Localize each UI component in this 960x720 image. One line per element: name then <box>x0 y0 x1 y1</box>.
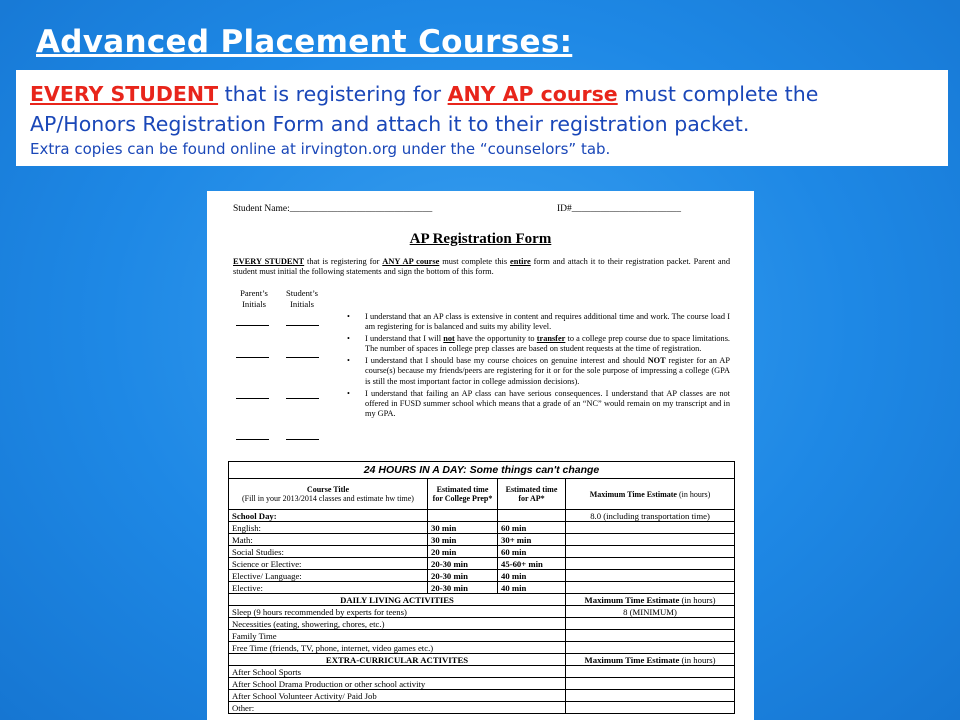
activity-max <box>566 642 735 654</box>
time-estimate-table <box>228 461 735 714</box>
activity-max <box>566 630 735 642</box>
ap-time: 30+ min <box>498 534 566 546</box>
course-name: Social Studies: <box>229 546 428 558</box>
empty-cell <box>428 510 498 522</box>
bullet-icon: • <box>347 312 350 321</box>
table-row <box>229 690 735 702</box>
header-text: Maximum Time Estimate <box>584 654 680 665</box>
students-initials-header: Student’s Initials <box>286 288 318 309</box>
statement-item <box>347 389 730 419</box>
empty-cell <box>566 666 735 678</box>
table-header-row <box>229 479 735 510</box>
parent-initial-blank <box>236 357 269 358</box>
bullet-icon: • <box>347 388 350 398</box>
max-time-header <box>566 654 735 666</box>
statement-text: register for an AP course(s) because my friends/peers are registering for it or for the sole purpose of impressing a college (GPA is still the most important factor in college admission decisions). <box>365 356 730 386</box>
table-row <box>229 666 735 678</box>
statement-text: I understand that I should base my course choices on genuine interest and should <box>365 356 648 366</box>
every-student-emphasis: EVERY STUDENT <box>30 82 219 106</box>
intro-emphasis: EVERY STUDENT <box>233 257 305 266</box>
empty-cell <box>566 546 735 558</box>
empty-cell <box>566 570 735 582</box>
statement-item <box>347 312 730 332</box>
cp-time: 30 min <box>428 522 498 534</box>
cp-time: 20-30 min <box>428 570 498 582</box>
empty-cell <box>566 582 735 594</box>
extracurricular-header: EXTRA-CURRICULAR ACTIVITES <box>229 654 566 666</box>
table-row <box>229 582 735 594</box>
intro-emphasis: entire <box>509 257 531 266</box>
slide-title: Advanced Placement Courses: <box>36 24 573 60</box>
table-row <box>229 618 735 630</box>
table-row <box>229 534 735 546</box>
ap-time: 60 min <box>498 522 566 534</box>
intro-emphasis: ANY AP course <box>382 257 440 266</box>
table-row <box>229 522 735 534</box>
form-intro <box>233 257 730 277</box>
statement-list <box>347 312 730 421</box>
id-field: ID#_______________________ <box>557 204 682 214</box>
table-title: 24 HOURS IN A DAY: Some things can't change <box>229 462 735 479</box>
table-row <box>229 702 735 714</box>
max-time-header <box>566 479 735 510</box>
intro-text: that is registering for <box>304 257 383 266</box>
activity-name: After School Volunteer Activity/ Paid Job <box>229 690 566 702</box>
section-header-row <box>229 654 735 666</box>
cp-time: 20-30 min <box>428 558 498 570</box>
callout-text: that is registering for <box>218 82 448 106</box>
parent-initial-blank <box>236 439 269 440</box>
table-row <box>229 642 735 654</box>
section-header-row <box>229 594 735 606</box>
course-name: Science or Elective: <box>229 558 428 570</box>
empty-cell <box>566 690 735 702</box>
parent-initial-blank <box>236 325 269 326</box>
intro-text: must complete this <box>439 257 510 266</box>
table-row <box>229 558 735 570</box>
form-title: AP Registration Form <box>409 231 552 247</box>
activity-name: Necessities (eating, showering, chores, etc.) <box>229 618 566 630</box>
ap-time: 45-60+ min <box>498 558 566 570</box>
table-row <box>229 570 735 582</box>
college-prep-time-header: Estimated time for College Prep* <box>428 479 498 510</box>
empty-cell <box>566 558 735 570</box>
activity-name: Other: <box>229 702 566 714</box>
table-row <box>229 510 735 522</box>
max-time-header <box>566 594 735 606</box>
student-name-field: Student Name:______________________________ <box>233 204 433 214</box>
activity-max: 8 (MINIMUM) <box>566 606 735 618</box>
empty-cell <box>566 702 735 714</box>
statement-text: I understand that an AP class is extensive in content and requires additional time and work. The course load I am registering for is balanced and suits my ability level. <box>365 312 730 332</box>
header-subtext: (in hours) <box>679 594 716 605</box>
cp-time: 30 min <box>428 534 498 546</box>
statement-emphasis: transfer <box>536 334 566 344</box>
ap-registration-form-image <box>207 191 754 720</box>
callout-text: must complete the <box>617 82 819 106</box>
header-subtext: (in hours) <box>676 489 711 499</box>
ap-time: 40 min <box>498 582 566 594</box>
bullet-icon: • <box>347 356 350 366</box>
statement-item <box>347 334 730 354</box>
activity-name: Family Time <box>229 630 566 642</box>
activity-max <box>566 618 735 630</box>
school-day-max: 8.0 (including transportation time) <box>566 510 735 522</box>
student-initial-blank <box>286 325 319 326</box>
daily-living-header: DAILY LIVING ACTIVITIES <box>229 594 566 606</box>
cp-time: 20-30 min <box>428 582 498 594</box>
table-row <box>229 606 735 618</box>
ap-time: 60 min <box>498 546 566 558</box>
table-title-row <box>229 462 735 479</box>
ap-time-header: Estimated time for AP* <box>498 479 566 510</box>
activity-name: Free Time (friends, TV, phone, internet, video games etc.) <box>229 642 566 654</box>
parents-initials-header: Parent’s Initials <box>240 288 268 309</box>
statement-text: have the opportunity to <box>454 334 537 344</box>
header-subtext: (Fill in your 2013/2014 classes and estimate hw time) <box>242 494 414 503</box>
student-initial-blank <box>286 357 319 358</box>
intro-text: form and attach it to their registration packet. Parent and student must initial the following statements and sign the bottom of this form. <box>233 257 731 276</box>
school-day-label: School Day: <box>229 510 428 522</box>
empty-cell <box>566 534 735 546</box>
statement-item <box>347 356 730 386</box>
header-subtext: (in hours) <box>679 654 716 665</box>
ap-time: 40 min <box>498 570 566 582</box>
table-row <box>229 630 735 642</box>
empty-cell <box>498 510 566 522</box>
cp-time: 20 min <box>428 546 498 558</box>
header-text: Maximum Time Estimate <box>584 594 680 605</box>
table-row <box>229 678 735 690</box>
statement-text: I understand that I will <box>365 334 444 344</box>
course-name: English: <box>229 522 428 534</box>
parent-initial-blank <box>236 398 269 399</box>
student-initial-blank <box>286 439 319 440</box>
empty-cell <box>566 678 735 690</box>
bullet-icon: • <box>347 334 350 344</box>
any-ap-course-emphasis: ANY AP course <box>447 82 618 106</box>
callout-line-1 <box>30 79 936 110</box>
table-row <box>229 546 735 558</box>
statement-emphasis: not <box>443 334 455 344</box>
header-text: Maximum Time Estimate <box>589 489 677 499</box>
empty-cell <box>566 522 735 534</box>
course-title-header <box>229 479 428 510</box>
statement-text: to a college prep course due to space limitations. The number of spaces in college prep classes are based on student requests at the time of registration. <box>365 334 730 354</box>
callout-line-3: Extra copies can be found online at irvington.org under the “counselors” tab. <box>30 140 611 158</box>
activity-name: After School Drama Production or other school activity <box>229 678 566 690</box>
course-name: Elective/ Language: <box>229 570 428 582</box>
instruction-callout <box>16 70 948 166</box>
header-text: Course Title <box>306 485 350 494</box>
callout-line-2: AP/Honors Registration Form and attach it to their registration packet. <box>30 112 750 136</box>
statement-emphasis: NOT <box>647 356 666 366</box>
activity-name: After School Sports <box>229 666 566 678</box>
course-name: Elective: <box>229 582 428 594</box>
statement-text: I understand that failing an AP class can have serious consequences. I understand that AP classes are not offered in FUSD summer school which means that a grade of an “NC” would remain on my transcript and in my GPA. <box>365 388 730 418</box>
course-name: Math: <box>229 534 428 546</box>
activity-name: Sleep (9 hours recommended by experts for teens) <box>229 606 566 618</box>
student-initial-blank <box>286 398 319 399</box>
